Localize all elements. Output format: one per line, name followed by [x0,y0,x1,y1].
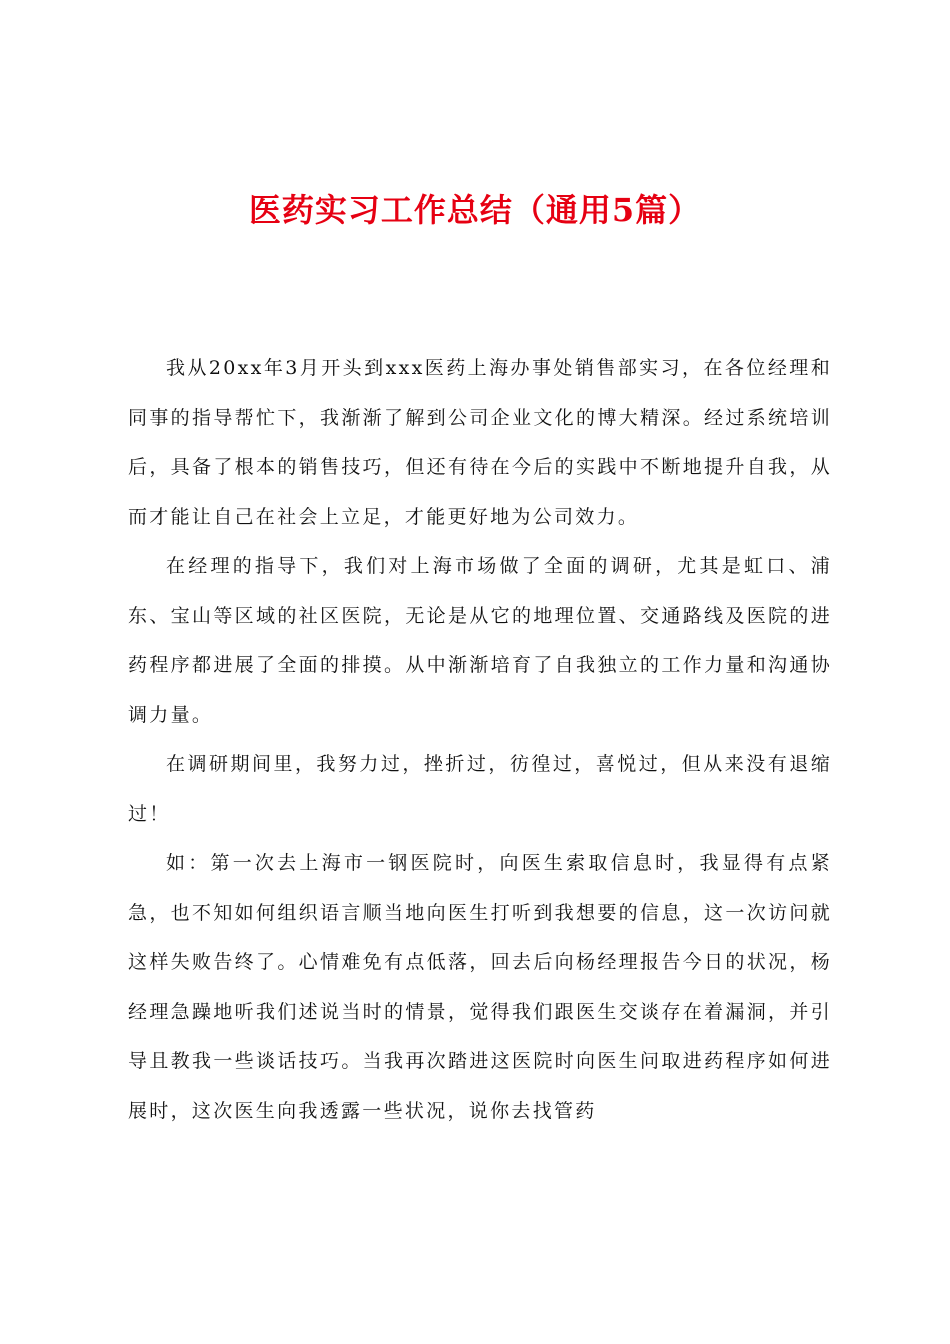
paragraph: 在调研期间里，我努力过，挫折过，彷徨过，喜悦过，但从来没有退缩过！ [128,753,832,825]
document-body [128,344,832,1136]
paragraph: 如：第一次去上海市一钢医院时，向医生索取信息时，我显得有点紧急，也不知如何组织语言顺当地向医生打听到我想要的信息，这一次访问就这样失败告终了。心情难免有点低落，回去后向杨经理报告今日的状况，杨经理急躁地听我们述说当时的情景，觉得我们跟医生交谈存在着漏洞，并引导且教我一些谈话技巧。当我再次踏进这医院时向医生问取进药程序如何进展时，这次医生向我透露一些状况，说你去找管药 [128,852,832,1122]
document-title: 医药实习工作总结（通用5篇） [248,191,702,229]
paragraph: 在经理的指导下，我们对上海市场做了全面的调研，尤其是虹口、浦东、宝山等区域的社区医院，无论是从它的地理位置、交通路线及医院的进药程序都进展了全面的排摸。从中渐渐培育了自我独立的工作力量和沟通协调力量。 [128,555,832,726]
paragraph: 我从20xx年3月开头到xxx医药上海办事处销售部实习，在各位经理和同事的指导帮忙下，我渐渐了解到公司企业文化的博大精深。经过系统培训后，具备了根本的销售技巧，但还有待在今后的实践中不断地提升自我，从而才能让自己在社会上立足，才能更好地为公司效力。 [128,357,832,528]
